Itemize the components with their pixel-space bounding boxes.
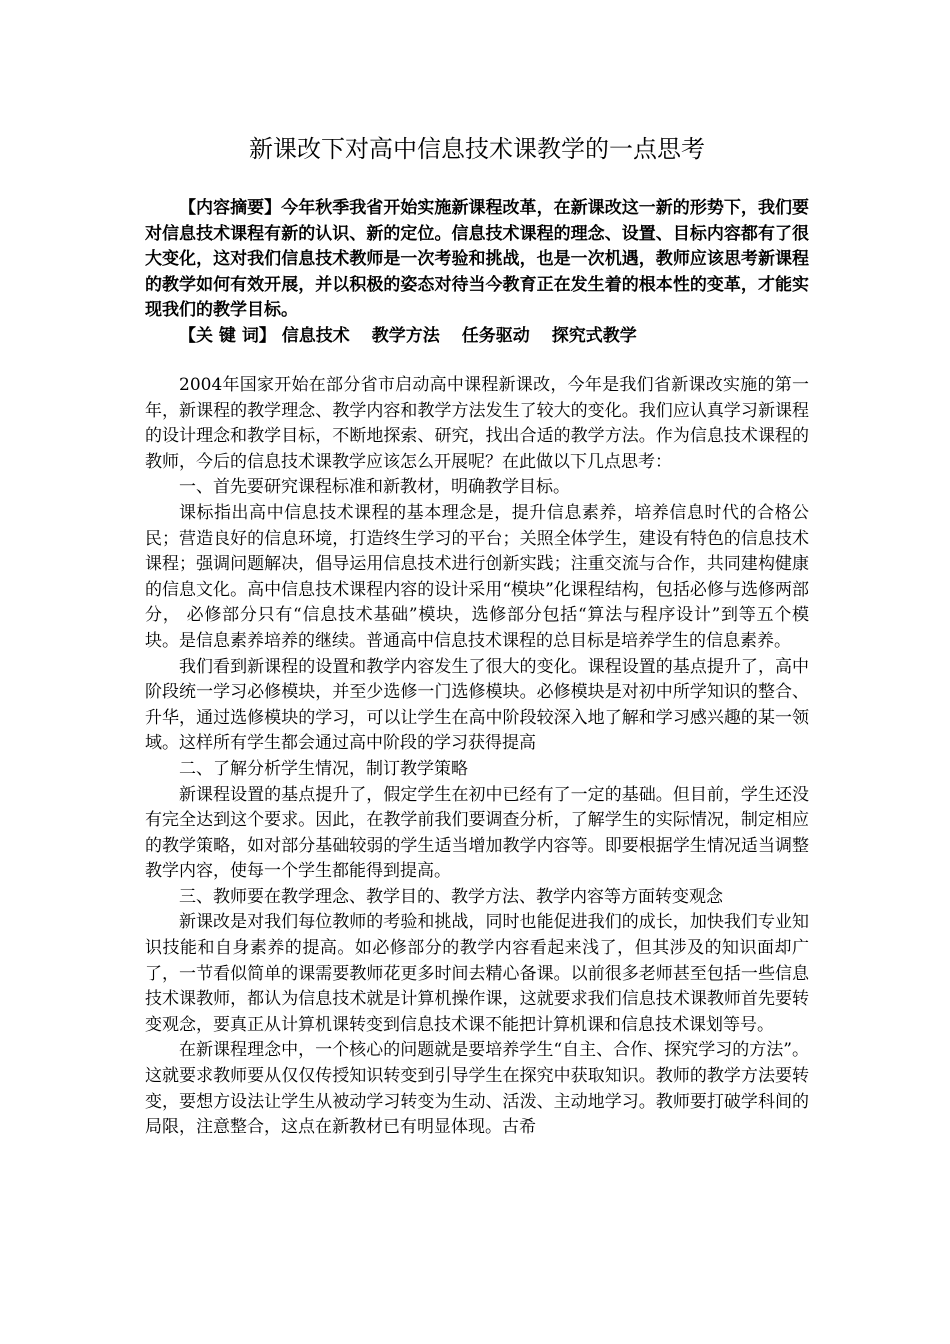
body-paragraph: 新课改是对我们每位教师的考验和挑战，同时也能促进我们的成长，加快我们专业知识技能和自身素养的提高。如必修部分的教学内容看起来浅了，但其涉及的知识面却广了，一节看似简单的课需要教师花更多时间去精心备课。以前很多老师甚至包括一些信息技术课教师，都认为信息技术就是计算机操作课，这就要求我们信息技术课教师首先要转变观念，要真正从计算机课转变到信息技术课不能把计算机课和信息技术课划等号。	[145, 912, 809, 1035]
keyword: 教学方法	[371, 325, 440, 346]
body-paragraph: 课标指出高中信息技术课程的基本理念是，提升信息素养，培养信息时代的合格公民；营造良好的信息环境，打造终生学习的平台；关照全体学生，建设有特色的信息技术课程；强调问题解决，倡导运用信息技术进行创新实践；注重交流与合作，共同建构健康的信息文化。高中信息技术课程内容的设计采用“模块”化课程结构，包括必修与选修两部分， 必修部分只有“信息技术基础”模块，选修部分包括“算法与程序设计”到等五个模块。是信息素养培养的继续。普通高中信息技术课程的总目标是培养学生的信息素养。	[145, 502, 809, 651]
section-heading: 二、了解分析学生情况，制订教学策略	[179, 758, 468, 779]
keyword: 信息技术	[281, 325, 350, 346]
keywords-label: 【关 键 词】	[179, 325, 276, 346]
body-paragraph: 我们看到新课程的设置和教学内容发生了很大的变化。课程设置的基点提升了，高中阶段统一学习必修模块，并至少选修一门选修模块。必修模块是对初中所学知识的整合、升华，通过选修模块的学习，可以让学生在高中阶段较深入地了解和学习感兴趣的某一领域。这样所有学生都会通过高中阶段的学习获得提高	[145, 656, 809, 754]
abstract-text: 【内容摘要】今年秋季我省开始实施新课程改革，在新课改这一新的形势下，我们要对信息技术课程有新的认识、新的定位。信息技术课程的理念、设置、目标内容都有了很大变化，这对我们信息技术教师是一次考验和挑战，也是一次机遇，教师应该思考新课程的教学如何有效开展，并以积极的姿态对待当今教育正在发生着的根本性的变革，才能实现我们的教学目标。	[145, 198, 809, 320]
document-title: 新课改下对高中信息技术课教学的一点思考	[249, 135, 705, 163]
document-body	[145, 373, 809, 1141]
section-heading: 三、教师要在教学理念、教学目的、教学方法、教学内容等方面转变观念	[179, 886, 723, 907]
body-paragraph: 新课程设置的基点提升了，假定学生在初中已经有了一定的基础。但目前，学生还没有完全达到这个要求。因此，在教学前我们要调查分析，了解学生的实际情况，制定相应的教学策略，如对部分基础较弱的学生适当增加教学内容等。即要根据学生情况适当调整教学内容，使每一个学生都能得到提高。	[145, 784, 809, 882]
body-paragraph: 2004年国家开始在部分省市启动高中课程新课改，今年是我们省新课改实施的第一年，新课程的教学理念、教学内容和教学方法发生了较大的变化。我们应认真学习新课程的设计理念和教学目标，不断地探索、研究，找出合适的教学方法。作为信息技术课程的教师，今后的信息技术课教学应该怎么开展呢？在此做以下几点思考：	[145, 375, 809, 472]
section-heading: 一、首先要研究课程标准和新教材，明确教学目标。	[179, 477, 570, 498]
keywords-line	[145, 324, 809, 350]
keyword: 探究式教学	[551, 325, 637, 346]
keyword: 任务驱动	[461, 325, 530, 346]
abstract-section	[145, 196, 809, 349]
body-paragraph: 在新课程理念中，一个核心的问题就是要培养学生“自主、合作、探究学习的方法”。这就要求教师要从仅仅传授知识转变到引导学生在探究中获取知识。教师的教学方法要转变，要想方设法让学生从被动学习转变为生动、活泼、主动地学习。教师要打破学科间的局限，注意整合，这点在新教材已有明显体现。古希	[145, 1040, 809, 1138]
